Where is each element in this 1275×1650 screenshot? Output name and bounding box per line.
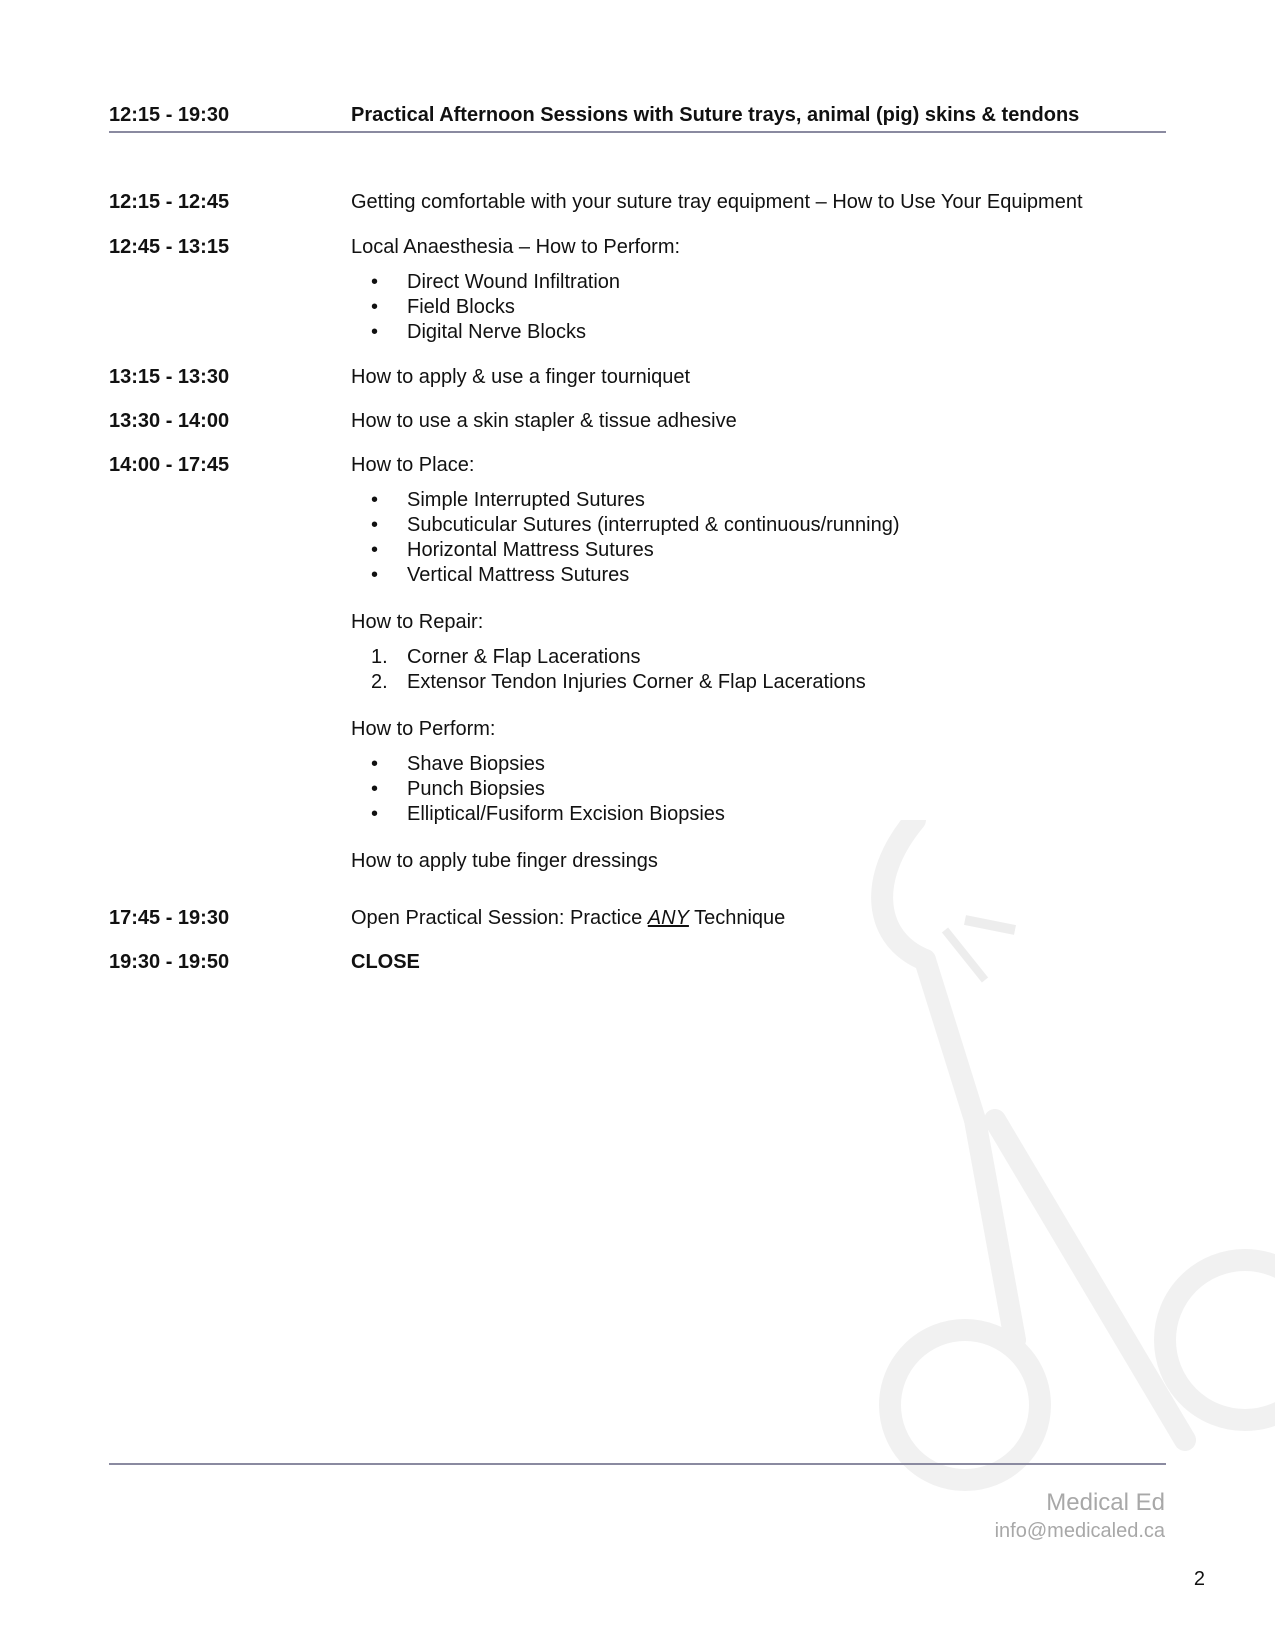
- header-title: Practical Afternoon Sessions with Suture trays, animal (pig) skins & tendons: [351, 104, 1080, 126]
- footer-email: info@medicaled.ca: [994, 1520, 1165, 1542]
- row-time: 17:45 - 19:30: [109, 907, 230, 929]
- list-item: • Elliptical/Fusiform Excision Biopsies: [371, 803, 725, 825]
- list-item: • Digital Nerve Blocks: [371, 321, 586, 343]
- close-text: CLOSE: [351, 951, 420, 973]
- list-number: 1.: [371, 646, 388, 668]
- row-text: How to apply & use a finger tourniquet: [351, 366, 691, 388]
- row-time: 12:45 - 13:15: [109, 236, 230, 258]
- list-item: 1. Corner & Flap Lacerations: [371, 646, 641, 668]
- row-text: Getting comfortable with your suture tray equipment – How to Use Your Equipment: [351, 191, 1083, 213]
- perform-list: [351, 752, 1151, 827]
- dressing-text: How to apply tube finger dressings: [351, 850, 658, 872]
- header-time: 12:15 - 19:30: [109, 104, 230, 126]
- bullet-icon: •: [371, 539, 379, 561]
- list-item: • Horizontal Mattress Sutures: [371, 539, 654, 561]
- header-divider: [109, 131, 1166, 133]
- row-time: 13:30 - 14:00: [109, 410, 230, 432]
- list-item: 2. Extensor Tendon Injuries Corner & Flap Lacerations: [371, 671, 866, 693]
- row-text: How to use a skin stapler & tissue adhesive: [351, 410, 737, 432]
- bullet-icon: •: [371, 564, 379, 586]
- row-time: 14:00 - 17:45: [109, 454, 230, 476]
- bullet-icon: •: [371, 489, 379, 511]
- list-item: • Shave Biopsies: [371, 753, 545, 775]
- list-item: • Vertical Mattress Sutures: [371, 564, 630, 586]
- place-list: [351, 488, 1151, 588]
- list-number: 2.: [371, 671, 388, 693]
- list-item: • Direct Wound Infiltration: [371, 271, 621, 293]
- repair-heading: How to Repair:: [351, 611, 484, 633]
- list-item: • Field Blocks: [371, 296, 515, 318]
- row-time: 13:15 - 13:30: [109, 366, 230, 388]
- row-time: 19:30 - 19:50: [109, 951, 230, 973]
- page-number: 2: [1193, 1568, 1205, 1590]
- bullet-icon: •: [371, 271, 379, 293]
- bullet-icon: •: [371, 778, 379, 800]
- footer-divider: [109, 1463, 1166, 1465]
- footer-brand: Medical Ed: [1046, 1489, 1165, 1516]
- row-time: 12:15 - 12:45: [109, 191, 230, 213]
- row-text-emphasis: ANY: [647, 907, 689, 929]
- bullet-icon: •: [371, 321, 379, 343]
- list-item: • Punch Biopsies: [371, 778, 545, 800]
- list-item: • Simple Interrupted Sutures: [371, 489, 645, 511]
- anaesthesia-list: [351, 270, 1151, 345]
- perform-heading: How to Perform:: [351, 718, 496, 740]
- row-text: Local Anaesthesia – How to Perform:: [351, 236, 681, 258]
- list-item: • Subcuticular Sutures (interrupted & continuous/running): [371, 514, 900, 536]
- row-text-before: Open Practical Session: Practice: [351, 907, 648, 929]
- footer: [995, 1488, 1165, 1544]
- bullet-icon: •: [371, 296, 379, 318]
- place-heading: How to Place:: [351, 454, 475, 476]
- bullet-icon: •: [371, 514, 379, 536]
- row-text-after: Technique: [688, 907, 786, 929]
- bullet-icon: •: [371, 803, 379, 825]
- repair-list: [351, 645, 1151, 695]
- bullet-icon: •: [371, 753, 379, 775]
